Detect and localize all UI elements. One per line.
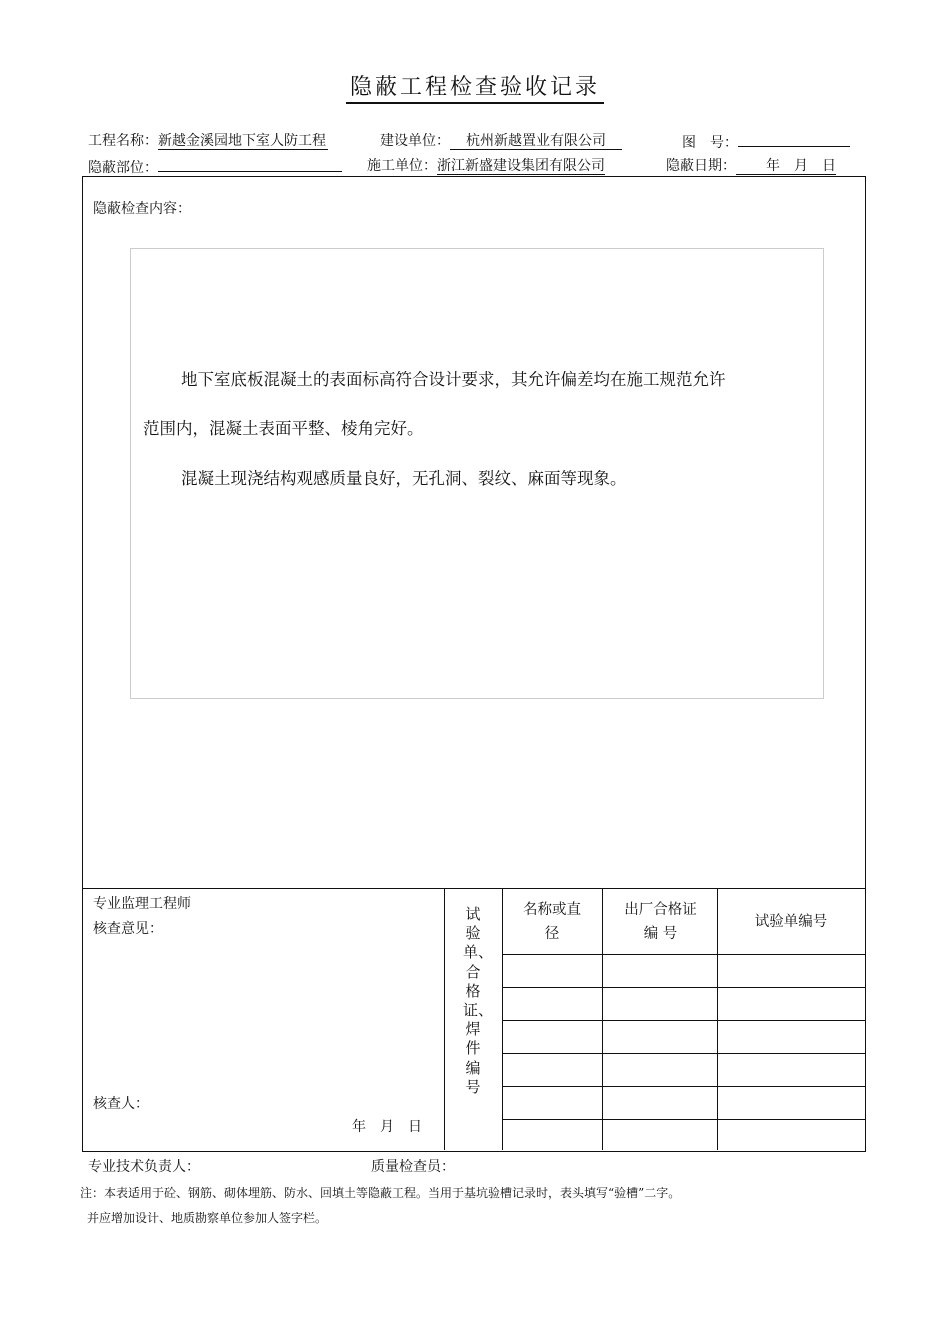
contractor-value: 浙江新盛建设集团有限公司 [437,158,605,174]
col-test-report-number: 试验单编号 [754,914,828,930]
cert-divider-2 [602,888,603,1150]
col-name-diameter: 名称或直径 [523,902,581,942]
contractor-field: 施工单位：浙江新盛建设集团有限公司 [367,158,605,174]
review-opinion-label: 核查意见： [93,921,163,937]
drawing-number-value [738,130,850,147]
inspection-content-label: 隐蔽检查内容： [93,201,191,217]
cert-row-line [502,1020,865,1021]
section-divider [83,888,865,889]
footnote-1: 注：本表适用于砼、钢筋、砌体埋筋、防水、回填土等隐蔽工程。当用于基坑验槽记录时，表头填写“验槽”二字。 [80,1186,681,1200]
review-divider [444,888,445,1150]
project-name-value: 新越金溪园地下室人防工程 [158,133,326,149]
content-line-1: 地下室底板混凝土的表面标高符合设计要求，其允许偏差均在施工规范允许 [181,370,726,389]
content-line-3: 混凝土现浇结构观感质量良好，无孔洞、裂纹、麻面等现象。 [181,469,627,488]
cert-row-line [502,1119,865,1120]
tech-lead-label: 专业技术负责人： [88,1159,200,1175]
review-date: 年 月 日 [352,1119,422,1135]
supervisor-title: 专业监理工程师 [93,896,191,912]
cert-vertical-label: 试验单、合格证、焊件编号 [463,905,494,1096]
col-certificate-number: 出厂合格证 编 号 [624,902,697,942]
cert-row-line [502,954,865,955]
cert-row-line [502,987,865,988]
reviewer-label: 核查人： [93,1096,149,1112]
builder-field: 建设单位： 杭州新越置业有限公司 [380,130,622,150]
content-line-2: 范围内，混凝土表面平整、棱角完好。 [143,419,424,438]
concealed-date-field: 隐蔽日期： 年 月 日 [666,158,836,174]
page-title: 隐蔽工程检查验收记录 [0,70,950,101]
qc-inspector-label: 质量检查员： [371,1159,455,1175]
cert-row-line [502,1053,865,1054]
cert-row-line [502,1086,865,1087]
concealed-location-value [158,155,342,172]
concealed-location-field: 隐蔽部位： [88,155,342,177]
concealed-date-value: 年 月 日 [736,158,836,175]
project-name-field: 工程名称：新越金溪园地下室人防工程 [88,133,326,149]
builder-value: 杭州新越置业有限公司 [450,133,622,150]
cert-divider-1 [502,888,503,1150]
drawing-number-field: 图 号： [682,130,850,152]
footnote-2: 并应增加设计、地质勘察单位参加人签字栏。 [87,1211,328,1225]
